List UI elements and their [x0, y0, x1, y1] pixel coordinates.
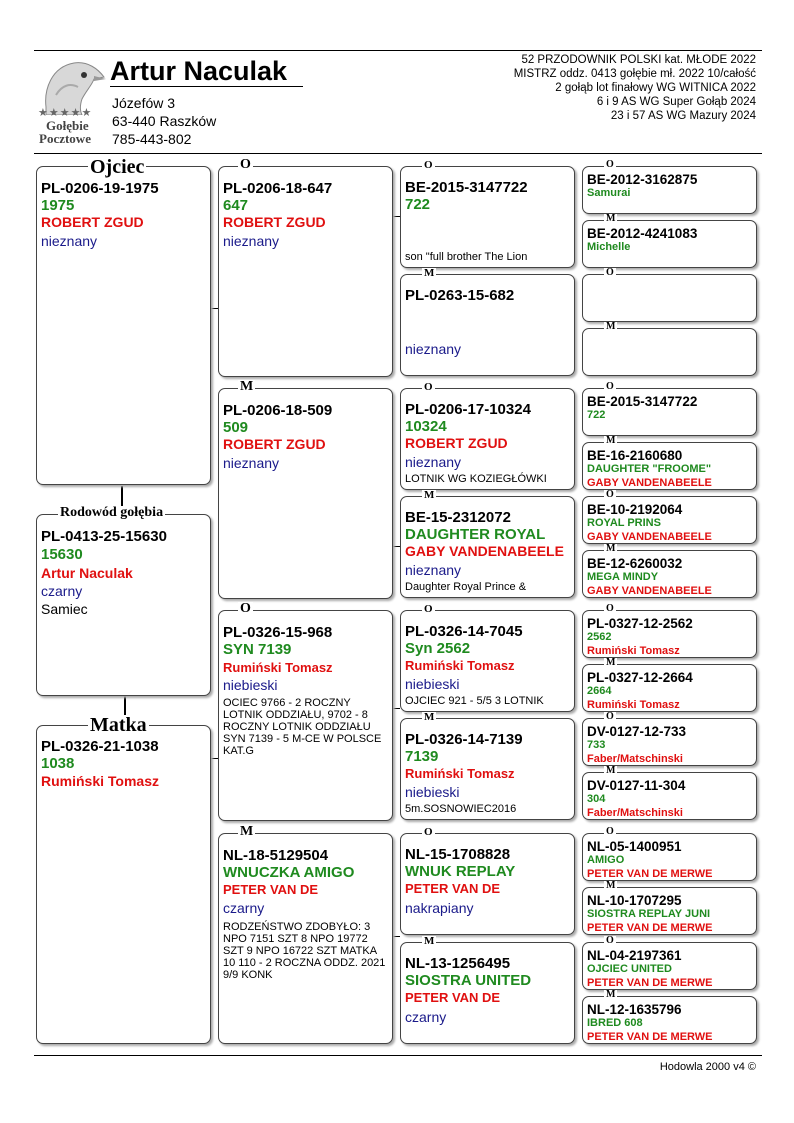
label-m: M: [606, 765, 616, 776]
breeder: PETER VAN DE MERWE: [587, 1031, 713, 1043]
label-m: M: [424, 935, 435, 947]
breeder: PETER VAN DE MERWE: [587, 922, 713, 934]
note: OJCIEC 921 - 5/5 3 LOTNIK: [405, 695, 544, 707]
logo-text-1: Gołębie: [46, 118, 89, 133]
label-m: M: [606, 880, 616, 891]
mother-card[interactable]: [36, 725, 211, 1044]
breeder: ROBERT ZGUD: [223, 436, 326, 452]
bird-name: 722: [405, 196, 431, 213]
gen4-card[interactable]: [582, 442, 757, 490]
label-m: M: [606, 213, 616, 224]
note: OCIEC 9766 - 2 ROCZNY LOTNIK ODDZIAŁU, 9702 - 8 ROCZNY LOTNIK ODDZIAŁU SYN 7139 - 5 M-CE W POLSCE KAT.G: [223, 697, 382, 757]
color: niebieski: [405, 676, 460, 692]
breeder: Rumiński Tomasz: [405, 766, 515, 781]
gen3-mfm-card[interactable]: [400, 718, 575, 820]
bird-name: SIOSTRA UNITED: [405, 972, 532, 989]
breeder: PETER VAN DE: [223, 882, 319, 897]
breeder: GABY VANDENABEELE: [587, 477, 712, 489]
bird-name: DAUGHTER ROYAL: [405, 526, 546, 543]
footer-rule: [34, 1055, 762, 1056]
breeder: PETER VAN DE MERWE: [587, 977, 713, 989]
label-m: M: [424, 267, 435, 279]
father-ring: PL-0206-19-1975: [41, 180, 159, 197]
label-o: O: [606, 267, 614, 278]
label-o: O: [424, 381, 433, 393]
label-o: O: [606, 159, 614, 170]
bird-name: OJCIEC UNITED: [587, 963, 672, 975]
color: nieznany: [405, 341, 462, 357]
breeder: ROBERT ZGUD: [405, 435, 508, 451]
achievements: [514, 53, 756, 123]
gen4-card[interactable]: [582, 388, 757, 436]
ring-number: PL-0326-14-7139: [405, 731, 523, 748]
label-o: O: [240, 601, 251, 616]
note: 5m.SOSNOWIEC2016: [405, 803, 517, 815]
note: Daughter Royal Prince &: [405, 581, 527, 593]
label-o: O: [424, 159, 433, 171]
ring-number: BE-2012-3162875: [587, 172, 698, 187]
gen4-card[interactable]: [582, 610, 757, 658]
note: LOTNIK WG KOZIEGŁÓWKI: [405, 473, 547, 485]
gen4-card[interactable]: [582, 942, 757, 990]
gen3-mmf-card[interactable]: [400, 833, 575, 935]
label-m: M: [606, 657, 616, 668]
breeder: Rumiński Tomasz: [587, 645, 680, 657]
color: nieznany: [405, 454, 462, 470]
color: niebieski: [405, 784, 460, 800]
subject-name: 15630: [41, 546, 83, 563]
label-m: M: [424, 711, 435, 723]
logo-text-2: Pocztowe: [39, 131, 91, 146]
label-ojciec: Ojciec: [90, 156, 145, 178]
ring-number: PL-0327-12-2664: [587, 670, 693, 685]
father-card[interactable]: [36, 166, 211, 485]
ring-number: PL-0327-12-2562: [587, 616, 693, 631]
ring-number: NL-12-1635796: [587, 1002, 682, 1017]
label-matka: Matka: [90, 714, 147, 736]
label-o: O: [606, 603, 614, 614]
color: nakrapiany: [405, 900, 474, 916]
gen4-card[interactable]: [582, 328, 757, 376]
ring-number: BE-10-2192064: [587, 502, 683, 517]
address-line-1: Józefów 3: [112, 95, 176, 111]
footer-credit: Hodowla 2000 v4 ©: [659, 1061, 756, 1073]
label-m: M: [606, 543, 616, 554]
connector: [121, 486, 123, 506]
ring-number: NL-13-1256495: [405, 955, 511, 972]
gen3-mmm-card[interactable]: [400, 942, 575, 1044]
gen2-fm-card[interactable]: [218, 388, 393, 599]
bird-name: SIOSTRA REPLAY JUNI: [587, 908, 711, 920]
breeder: Rumiński Tomasz: [587, 699, 680, 711]
gen3-fff-card[interactable]: [400, 166, 575, 268]
label-o: O: [606, 489, 614, 500]
gen2-mm-card[interactable]: [218, 833, 393, 1044]
gen2-ff-card[interactable]: [218, 166, 393, 377]
bird-name: Michelle: [587, 241, 631, 253]
connector: [393, 216, 400, 217]
bird-name: 2562: [587, 631, 612, 643]
achievement-1: 52 PRZODOWNIK POLSKI kat. MŁODE 2022: [521, 54, 756, 66]
gen4-card[interactable]: [582, 718, 757, 766]
color: nieznany: [223, 233, 280, 249]
bird-name: 2664: [587, 685, 612, 697]
ring-number: BE-15-2312072: [405, 509, 511, 526]
breeder: GABY VANDENABEELE: [587, 531, 712, 543]
bird-name: Syn 2562: [405, 640, 471, 657]
phone: 785-443-802: [112, 131, 192, 147]
gen4-card[interactable]: [582, 550, 757, 598]
breeder: Rumiński Tomasz: [223, 660, 333, 675]
color: niebieski: [223, 677, 278, 693]
father-breeder: ROBERT ZGUD: [41, 214, 144, 230]
achievement-4: 6 i 9 AS WG Super Gołąb 2024: [596, 96, 756, 108]
father-color: nieznany: [41, 233, 98, 249]
label-o: O: [424, 826, 433, 838]
subject-sex: Samiec: [41, 601, 88, 617]
ring-number: BE-2012-4241083: [587, 226, 698, 241]
ring-number: NL-05-1400951: [587, 839, 682, 854]
gen2-mf-card[interactable]: [218, 610, 393, 821]
ring-number: PL-0326-14-7045: [405, 623, 523, 640]
subject-ring: PL-0413-25-15630: [41, 528, 167, 545]
subject-card[interactable]: [36, 514, 211, 696]
breeder: PETER VAN DE: [405, 881, 501, 896]
connector: [393, 546, 400, 547]
father-name: 1975: [41, 197, 75, 214]
bird-name: MEGA MINDY: [587, 571, 659, 583]
breeder: GABY VANDENABEELE: [587, 585, 712, 597]
breeder-name-underline: [110, 86, 303, 87]
header-bottom-rule: [34, 153, 762, 154]
ring-number: NL-18-5129504: [223, 847, 329, 864]
bird-name: 7139: [405, 748, 439, 765]
bird-name: DAUGHTER "FROOME": [587, 463, 712, 475]
label-rodowod: Rodowód gołębia: [60, 505, 164, 520]
ring-number: BE-2015-3147722: [587, 394, 698, 409]
breeder: GABY VANDENABEELE: [405, 543, 564, 559]
label-m: M: [240, 824, 254, 839]
connector: [211, 758, 218, 759]
color: nieznany: [405, 562, 462, 578]
gen4-card[interactable]: [582, 274, 757, 322]
bird-name: AMIGO: [587, 854, 625, 866]
label-m: M: [606, 321, 616, 332]
connector: [211, 308, 218, 309]
logo-stars: ★★★★★: [38, 107, 93, 119]
label-m: M: [606, 989, 616, 1000]
ring-number: PL-0206-17-10324: [405, 401, 531, 418]
bird-name: 647: [223, 197, 249, 214]
ring-number: NL-10-1707295: [587, 893, 682, 908]
breeder: Faber/Matschinski: [587, 807, 683, 819]
subject-color: czarny: [41, 583, 83, 599]
ring-number: PL-0263-15-682: [405, 287, 515, 304]
note: RODZEŃSTWO ZDOBYŁO: 3 NPO 7151 SZT 8 NPO 19772 SZT 9 NPO 16722 SZT MATKA 10 110 - 2 ROCZNA ODDZ. 2021 9/9 KONK: [223, 921, 386, 981]
subject-breeder: Artur Naculak: [41, 565, 133, 581]
label-m: M: [424, 489, 435, 501]
label-o: O: [424, 603, 433, 615]
ring-number: NL-04-2197361: [587, 948, 682, 963]
gen4-card[interactable]: [582, 220, 757, 268]
mother-name: 1038: [41, 755, 75, 772]
ring-number: PL-0326-15-968: [223, 624, 333, 641]
label-m: M: [606, 435, 616, 446]
achievement-2: MISTRZ oddz. 0413 gołębie mł. 2022 10/całość: [513, 68, 756, 80]
pigeon-logo: [36, 55, 108, 147]
color: czarny: [405, 1009, 447, 1025]
breeder: PETER VAN DE: [405, 990, 501, 1005]
connector: [393, 936, 400, 937]
header-top-rule: [34, 50, 762, 51]
achievement-3: 2 gołąb lot finałowy WG WITNICA 2022: [555, 82, 756, 94]
breeder: PETER VAN DE MERWE: [587, 868, 713, 880]
label-o: O: [606, 381, 614, 392]
label-m: M: [240, 379, 254, 394]
achievement-5: 23 i 57 AS WG Mazury 2024: [610, 110, 756, 122]
bird-name: WNUK REPLAY: [405, 863, 516, 880]
color: nieznany: [223, 455, 280, 471]
ring-number: PL-0206-18-509: [223, 402, 333, 419]
gen3-ffm-card[interactable]: [400, 274, 575, 376]
ring-number: NL-15-1708828: [405, 846, 511, 863]
label-o: O: [606, 935, 614, 946]
gen4-card[interactable]: [582, 833, 757, 881]
bird-name: WNUCZKA AMIGO: [223, 864, 355, 881]
bird-name: SYN 7139: [223, 641, 292, 658]
gen3-mff-card[interactable]: [400, 610, 575, 712]
breeder: ROBERT ZGUD: [223, 214, 326, 230]
label-o: O: [240, 157, 251, 172]
label-o: O: [606, 826, 614, 837]
ring-number: PL-0206-18-647: [223, 180, 333, 197]
bird-name: ROYAL PRINS: [587, 517, 661, 529]
gen3-fmf-card[interactable]: [400, 388, 575, 490]
gen4-card[interactable]: [582, 996, 757, 1044]
bird-name: 733: [587, 739, 606, 751]
bird-name: 304: [587, 793, 606, 805]
bird-name: 10324: [405, 418, 447, 435]
breeder: Rumiński Tomasz: [405, 658, 515, 673]
bird-name: 509: [223, 419, 249, 436]
color: czarny: [223, 900, 265, 916]
gen3-fmm-card[interactable]: [400, 496, 575, 598]
gen4-card[interactable]: [582, 887, 757, 935]
breeder: Faber/Matschinski: [587, 753, 683, 765]
ring-number: BE-16-2160680: [587, 448, 683, 463]
bird-name: IBRED 608: [587, 1017, 643, 1029]
note: son "full brother The Lion: [405, 251, 528, 263]
mother-ring: PL-0326-21-1038: [41, 738, 159, 755]
ring-number: BE-2015-3147722: [405, 179, 528, 196]
ring-number: DV-0127-12-733: [587, 724, 687, 739]
gen4-card[interactable]: [582, 166, 757, 214]
bird-name: 722: [587, 409, 606, 421]
address-line-2: 63-440 Raszków: [112, 113, 217, 129]
breeder-name: Artur Naculak: [110, 56, 288, 86]
ring-number: BE-12-6260032: [587, 556, 683, 571]
connector: [393, 708, 400, 709]
gen4-card[interactable]: [582, 496, 757, 544]
gen4-card[interactable]: [582, 772, 757, 820]
bird-name: Samurai: [587, 187, 631, 199]
mother-breeder: Rumiński Tomasz: [41, 773, 159, 789]
label-o: O: [606, 711, 614, 722]
ring-number: DV-0127-11-304: [587, 778, 686, 793]
gen4-card[interactable]: [582, 664, 757, 712]
